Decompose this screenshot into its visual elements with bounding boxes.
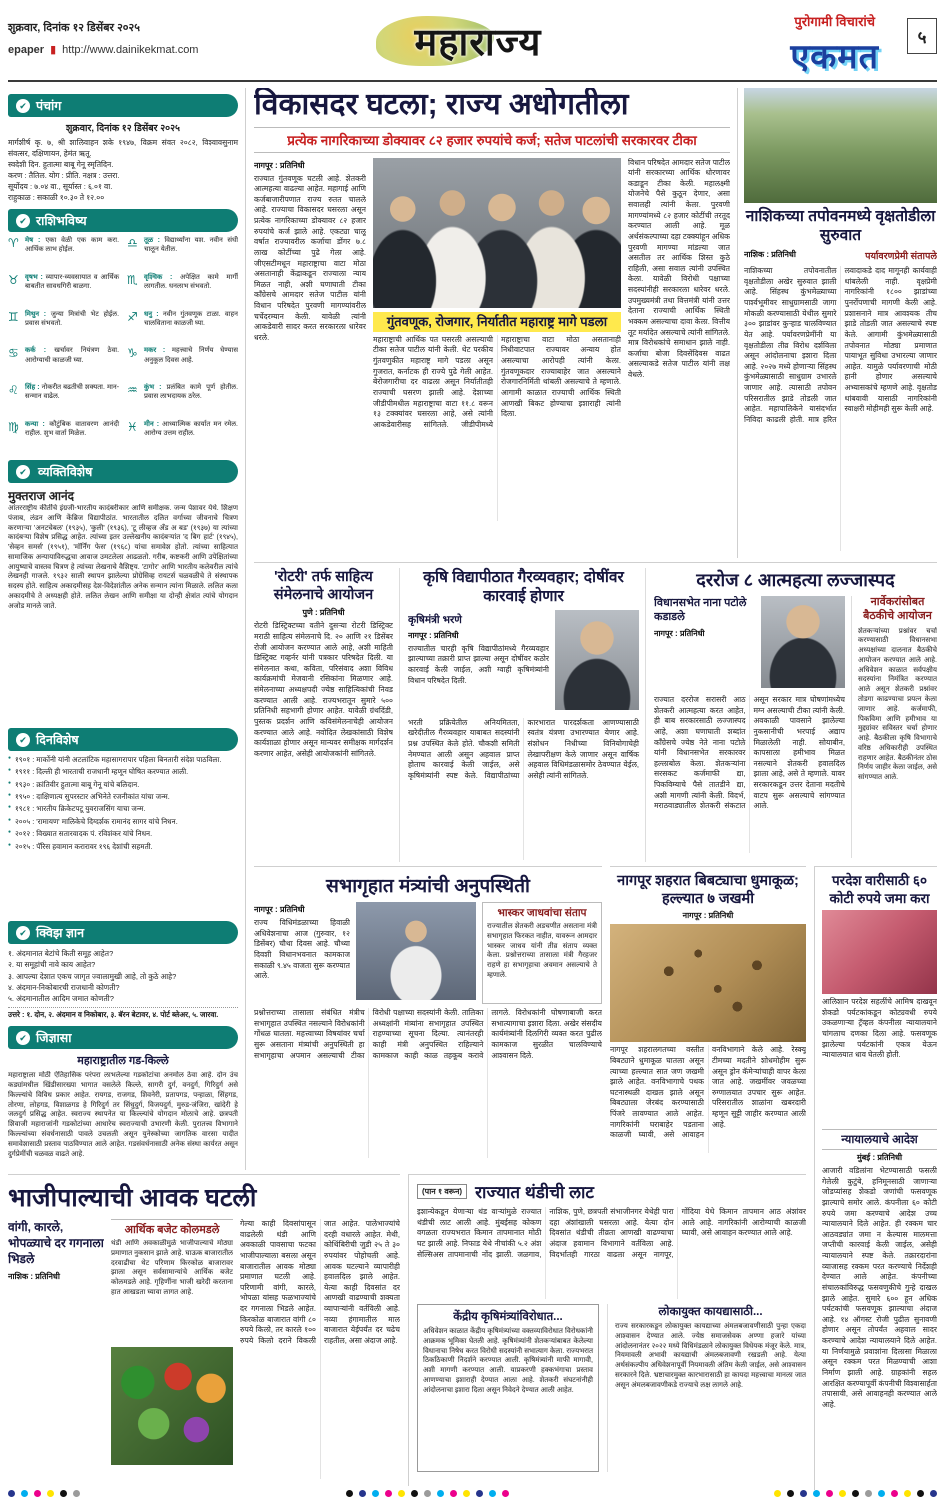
leopard-article xyxy=(610,866,806,1168)
quiz-question: १. अंदमानात बेटांचे किती समूह आहेत? xyxy=(8,949,114,958)
zodiac-icon: ♑ xyxy=(127,346,138,361)
zodiac-entry xyxy=(8,420,119,454)
print-registration-footer xyxy=(8,1489,937,1498)
suicide-article-block xyxy=(654,568,937,862)
thandi-body: इशान्येकडून येणाऱ्या थंड वाऱ्यांमुळे राज्यात थंडीची लाट आली आहे. मुंबईसह कोकण वगळता राज्यभरात किमान तापमानात मोठी घट झाली आहे. निफाड येथे नीचांकी ५.२ अंश सेल्सिअस तापमानाची नोंद झाली. जळगाव, नाशिक, पुणे, छत्रपती संभाजीनगर येथेही पारा दहा अंशांखाली घसरला आहे. येत्या दोन दिवसांत थंडीची तीव्रता आणखी वाढण्याचा अंदाज हवामान विभागाने वर्तविला आहे. विदर्भातही गारठा वाढला असून नागपूर, गोंदिया येथे किमान तापमान आठ अंशांवर आले आहे. नागरिकांनी आरोग्याची काळजी घ्यावी, असे आवाहन करण्यात आले आहे. xyxy=(417,1207,806,1259)
panchang-line: राहुकाळ : सकाळी १०.३० ते १२.०० xyxy=(8,193,105,202)
court-order-subhead: न्यायालयाचे आदेश xyxy=(822,1129,937,1150)
zodiac-prediction: विद्यार्थ्यांना यश. नवीन संधी चालून येतील. xyxy=(144,237,238,254)
bhaji-dateline: नाशिक : प्रतिनिधी xyxy=(8,1271,60,1281)
meeting-mini-article xyxy=(851,596,937,858)
zodiac-entry xyxy=(127,383,238,417)
zodiac-icon: ♎ xyxy=(127,236,138,250)
panchang-line: करण : तैतिल. योग : प्रीति. नक्षत्र : उत्तरा. xyxy=(8,171,120,180)
brand-block xyxy=(790,12,879,78)
thandi-headline: राज्यात थंडीची लाट xyxy=(475,1183,594,1202)
check-icon: ✔ xyxy=(16,733,30,747)
zodiac-icon: ♌ xyxy=(8,383,19,398)
quiz-answers: उत्तरे : १. दोन, २. अंदमान व निकोबार, ३. बॅरन बेटावर, ४. पोर्ट ब्लेअर, ५. जारवा. xyxy=(8,1007,238,1020)
assembly-speaker-photo xyxy=(356,902,476,1000)
jadhav-inset-body: राज्यातील शेतकरी अडचणीत असताना मंत्री सभागृहात फिरकत नाहीत, यावरून आमदार भास्कर जाधव यांनी तीव्र संताप व्यक्त केला. प्रश्नोत्तराच्या तासाला मंत्री गैरहजर राहणे हा सभागृहाचा अवमान असल्याचे ते म्हणाले. xyxy=(487,922,597,979)
pardesh-headline: परदेश वारीसाठी ६० कोटी रुपये जमा करा xyxy=(829,873,930,906)
page-number: ५ xyxy=(907,18,937,54)
zodiac-entry xyxy=(127,420,238,454)
zodiac-prediction: महत्त्वाचे निर्णय घेण्यास अनुकूल दिवस आहे. xyxy=(144,347,238,364)
panchang-line: मार्गशीर्ष कृ. ७, श्री शालिवाहन शके १९४७, विक्रम संवत २०८२, विश्वावसुनाम संवत्सर, दक्षिणायन, हेमंत ऋतू. xyxy=(8,138,238,158)
section-header-quiz xyxy=(8,921,238,944)
continued-from-note: (पान १ वरून) xyxy=(417,1184,467,1199)
zodiac-entry xyxy=(127,310,238,344)
jadhav-inset-box xyxy=(482,902,602,1004)
section-title: दिनविशेष xyxy=(36,733,79,747)
suicide-dateline: नागपूर : प्रतिनिधी xyxy=(654,628,705,638)
issue-date: शुक्रवार, दिनांक १२ डिसेंबर २०२५ xyxy=(8,22,140,34)
section-title: क्विझ ज्ञान xyxy=(36,926,85,940)
zodiac-entry xyxy=(127,273,238,307)
zodiac-entry xyxy=(8,236,119,270)
zodiac-icon: ♉ xyxy=(8,272,19,287)
pardesh-body-intro: आलिशान परदेश सहलींचे आमिष दाखवून शेकडो पर्यटकांकडून कोट्यवधी रुपये उकळणाऱ्या ट्रॅव्हल कंपनीला न्यायालयाने चांगलाच दणका दिला आहे. फसवणूक झालेल्या पर्यटकांनी एकत्र येऊन न्यायालयात धाव घेतली होती. xyxy=(822,997,937,1060)
zodiac-icon: ♏ xyxy=(127,272,138,287)
leopard-body: नागपूर शहरालगतच्या वस्तीत बिबट्याने धुमाकूळ घातला असून त्याच्या हल्ल्यात सात जण जखमी झाले आहेत. वनविभागाचे पथक घटनास्थळी दाखल झाले असून बिबट्याला जेरबंद करण्यासाठी पिंजरे लावण्यात आले आहेत. नागरिकांनी घराबाहेर पडताना काळजी घ्यावी, असे आवाहन वनविभागाने केले आहे. रेस्क्यू टीमच्या मदतीने शोधमोहीम सुरू असून ड्रोन कॅमेऱ्यांचाही वापर केला जात आहे. जखमींवर जवळच्या रुग्णालयात उपचार सुरू आहेत. परिसरातील शाळांना खबरदारी म्हणून सुट्टी जाहीर करण्यात आली आहे. xyxy=(610,1045,806,1140)
rotary-article xyxy=(254,568,400,862)
krishi-kicker: कृषिमंत्री भरणे xyxy=(408,613,462,626)
section-header-jidnyasa xyxy=(8,1026,238,1049)
page-header xyxy=(8,6,937,82)
brand-tagline: पुरोगामी विचारांचे xyxy=(794,14,876,29)
nashik-kicker: पर्यावरणप्रेमी संतापले xyxy=(865,250,937,262)
sabha-lead-text: राज्य विधिमंडळाच्या हिवाळी अधिवेशनाचा आज (गुरुवार, १२ डिसेंबर) चौथा दिवस आहे. चौथ्या दिवशी विधानभवनात कामकाज सकाळी ९.४५ वाजता सुरू करण्यात आले. xyxy=(254,918,350,981)
zodiac-sign-name: धनु : xyxy=(144,310,159,318)
dinvishesh-item: ● १९११ : दिल्ली ही भारताची राजधानी म्हणून घोषित करण्यात आली. xyxy=(8,767,238,777)
sabha-headline: सभागृहात मंत्र्यांची अनुपस्थिती xyxy=(326,876,530,897)
check-icon: ✔ xyxy=(16,465,30,479)
section-title: जिज्ञासा xyxy=(36,1031,72,1046)
lead-headline: विकासदर घटला; राज्य अधोगतीला xyxy=(254,88,629,121)
epaper-label[interactable]: epaper xyxy=(8,43,45,56)
check-icon: ✔ xyxy=(16,214,30,228)
quiz-questions xyxy=(8,948,238,1004)
section-header-rashibhavishya xyxy=(8,209,238,232)
jidnyasa-body: महाराष्ट्राला मोठी ऐतिहासिक परंपरा लाभलेल्या गडकोटांचा अनमोल ठेवा आहे. दोन उंच कड्यांमधील खिंडीसारख्या भागात वसलेले किल्ले, सागरी दुर्ग, वनदुर्ग, गिरिदुर्ग असे किल्ल्यांचे विविध प्रकार आहेत. रायगड, राजगड, शिवनेरी, प्रतापगड, पन्हाळा, सिंहगड, तोरणा, लोहगड, विशाळगड हे गिरिदुर्ग तर सिंधुदुर्ग, विजयदुर्ग, मुरुड-जंजिरा, खांदेरी हे जलदुर्ग प्रसिद्ध आहेत. स्वराज्य स्थापनेत या किल्ल्यांचे योगदान मोलाचे आहे. छत्रपती शिवाजी महाराजांनी गडकोटांच्या आधारेच स्वराज्याची उभारणी केली. पुरातत्त्व विभागाने किल्ल्यांच्या संवर्धनासाठी पावले उचलली असून युनेस्कोच्या जागतिक वारसा यादीत समावेशासाठी प्रस्ताव पाठविण्यात आले आहेत. गडसंवर्धनासाठी अनेक संस्था कार्यरत असून दुर्गप्रेमींची चळवळ वाढते आहे. xyxy=(8,1071,238,1158)
lead-subhead: प्रत्येक नागरिकाच्या डोक्यावर ८२ हजार रुपयांचे कर्ज; सतेज पाटलांची सरकारवर टीका xyxy=(254,127,730,153)
dinvishesh-item: ● १९५० : दाक्षिणात्य सुपरस्टार अभिनेते रजनीकांत यांचा जन्म. xyxy=(8,792,238,802)
zodiac-prediction: खर्चावर नियंत्रण ठेवा. आरोग्याची काळजी घ्या. xyxy=(25,347,119,364)
zodiac-sign-name: कर्क : xyxy=(25,347,47,355)
zodiac-prediction: आध्यात्मिक कार्यात मन रमेल. आरोग्य उत्तम राहील. xyxy=(144,421,238,438)
krishi-dateline: नागपूर : प्रतिनिधी xyxy=(408,630,459,640)
budget-inset-headline: आर्थिक बजेट कोलमडले xyxy=(111,1219,233,1237)
dinvishesh-item: ● १९८१ : भारतीय क्रिकेटपटू युवराजसिंग याचा जन्म. xyxy=(8,804,238,814)
foreign-trip-article xyxy=(814,866,937,1490)
quiz-question: ४. अंदमान-निकोबारची राजधानी कोणती? xyxy=(8,982,120,992)
dinvishesh-item: ● २०१५ : पॅरिस हवामान करारावर १९६ देशांची सहमती. xyxy=(8,842,238,852)
zodiac-sign-name: कन्या : xyxy=(25,421,45,429)
masthead xyxy=(348,14,608,72)
rotary-headline: 'रोटरी' तर्फ साहित्य संमेलनाचे आयोजन xyxy=(273,569,374,604)
rotary-body: रोटरी डिस्ट्रिक्टच्या वतीने दुसऱ्या रोटरी डिस्ट्रिक्ट मराठी साहित्य संमेलनाचे दि. २० आणि २१ डिसेंबर रोजी आयोजन करण्यात आले आहे, अशी माहिती डिस्ट्रिक्ट गव्हर्नर यांनी पत्रकार परिषदेत दिली. या संमेलनात कथा, कविता, परिसंवाद अशा विविध कार्यक्रमांची मेजवानी रसिकांना मिळणार आहे. संमेलनाच्या अध्यक्षपदी ज्येष्ठ साहित्यिकांची निवड करण्यात आली आहे. राज्यभरातून सुमारे ५०० प्रतिनिधी सहभागी होणार आहेत. यावेळी ग्रंथदिंडी, पुस्तक प्रदर्शन आणि कविसंमेलनाचेही आयोजन करण्यात आले आहे. नवोदित लेखकांसाठी विशेष कार्यशाळा होणार असून मान्यवर समीक्षक मार्गदर्शन करणार आहेत, असेही आयोजकांनी सांगितले. xyxy=(254,621,393,758)
quiz-question: २. या समूहांची नावे काय आहेत? xyxy=(8,960,96,970)
zodiac-icon: ♍ xyxy=(8,420,19,435)
zodiac-prediction: कौटुंबिक वातावरण आनंदी राहील. शुभ वार्ता मिळेल. xyxy=(25,421,119,438)
mini-body: शेतकऱ्यांच्या प्रश्नांवर चर्चा करण्यासाठी विधानसभा अध्यक्षांच्या दालनात बैठकीचे आयोजन करण्यात आले आहे. अधिवेशन काळात सर्वपक्षीय सदस्यांना निमंत्रित करण्यात आले असून शेतकरी प्रश्नांवर तोडगा काढण्याचा प्रयत्न केला जाणार आहे. कर्जमाफी, पिकविमा आणि हमीभाव या मुद्द्यांवर सविस्तर चर्चा होणार आहे. बैठकीला कृषि विभागाचे वरिष्ठ अधिकारीही उपस्थित राहणार आहेत. बैठकीनंतर ठोस निर्णय जाहीर केला जाईल, असे सांगण्यात आले. xyxy=(858,626,937,782)
panchang-line: सूर्योदय : ७.०४ वा., सूर्यास्त : ६.०१ वा. xyxy=(8,182,113,191)
suicide-body: राज्यात दररोज सरासरी आठ शेतकरी आत्महत्या करत आहेत, ही बाब सरकारसाठी लज्जास्पद आहे, अशा घणाघाती शब्दांत काँग्रेसचे ज्येष्ठ नेते नाना पटोले यांनी विधानसभेत सरकारवर हल्लाबोल केला. शेतकऱ्यांना सरसकट कर्जमाफी द्या, पिकविम्याचे पैसे तातडीने द्या, अशी मागणी त्यांनी केली. विदर्भ, मराठवाड्यातील शेतकरी संकटात असून सरकार मात्र घोषणांमध्येच मग्न असल्याची टीका त्यांनी केली. अवकाळी पावसाने झालेल्या नुकसानीची भरपाई अद्याप मिळालेली नाही. सोयाबीन, कापसाला हमीभाव मिळत नसल्याने शेतकरी हवालदिल झाला आहे, असे ते म्हणाले. यावर सरकारकडून उत्तर देताना मदतीचे वाटप सुरू असल्याचे सांगण्यात आले. xyxy=(654,695,845,811)
lead-inset-headline: गुंतवणूक, रोजगार, निर्यातीत महाराष्ट्र मागे पडला xyxy=(373,312,621,332)
rotary-dateline: पुणे : प्रतिनिधी xyxy=(302,608,345,618)
vegetables-photo xyxy=(111,1347,233,1465)
zodiac-icon: ♐ xyxy=(127,309,138,324)
quiz-question: ३. आपल्या देशात एकच जागृत ज्वालामुखी आहे, तो कुठे आहे? xyxy=(8,971,177,981)
zodiac-sign-name: मकर : xyxy=(144,347,166,355)
masthead-title: महाराज्य xyxy=(414,22,542,64)
lead-article xyxy=(254,88,738,558)
header-left xyxy=(8,20,238,56)
zodiac-icon: ♒ xyxy=(127,383,138,398)
nashik-body: नाशिकच्या तपोवनातील वृक्षतोडीला अखेर सुरुवात झाली आहे. सिंहस्थ कुंभमेळ्याच्या पार्श्वभूमीवर साधुग्रामसाठी जागा मोकळी करण्यासाठी येथील सुमारे ३०० झाडांवर कुऱ्हाड चालविण्यात येत आहे. पर्यावरणप्रेमींनी या वृक्षतोडीला तीव्र विरोध दर्शविला असून आंदोलनाचा इशारा दिला आहे. २०२७ मध्ये होणाऱ्या सिंहस्थ कुंभमेळ्यासाठी साधुग्राम उभारले जाणार आहे. त्यासाठी तपोवन परिसरातील झाडे तोडली जात आहेत. महापालिकेने यासंदर्भात निविदा काढली होती. मात्र हरित लवादाकडे दाद मागूनही कार्यवाही थांबलेली नाही. वृक्षप्रेमी नागरिकांनी १८०० झाडांच्या पुनर्रोपणाची मागणी केली आहे. प्रशासनाने मात्र आवश्यक तीच झाडे तोडली जात असल्याचे स्पष्ट केले. आगामी कुंभमेळ्यासाठी तपोवनात मोठ्या प्रमाणात पायाभूत सुविधा उभारल्या जाणार आहेत. यामुळे पर्यावरणाची मोठी हानी होणार असल्याचे अभ्यासकांचे म्हणणे आहे. वृक्षतोड थांबवावी यासाठी नागरिकांनी स्वाक्षरी मोहीमही सुरू केली आहे. xyxy=(744,266,937,424)
tapovan-trees-photo xyxy=(744,88,937,203)
lokayukta-body: राज्य सरकारकडून लोकायुक्त कायद्याच्या अंमलबजावणीसाठी पुन्हा एकदा आश्वासन देण्यात आले. ज्येष्ठ समाजसेवक अण्णा हजारे यांच्या आंदोलनानंतर २०२२ मध्ये विधिमंडळाने लोकायुक्त विधेयक मंजूर केले. मात्र, नियमावली अभावी कायद्याची अंमलबजावणी रखडली आहे. येत्या अर्थसंकल्पीय अधिवेशनापूर्वी नियमावली अंतिम केली जाईल, असे आश्वासन सरकारने दिले. भ्रष्टाचारमुक्त कारभारासाठी हा कायदा महत्त्वाचा मानला जात असून अंमलबजावणीकडे राज्याचे लक्ष लागले आहे. xyxy=(615,1322,806,1389)
lokayukta-box xyxy=(607,1304,806,1472)
nashik-headline: नाशिकच्या तपोवनमध्ये वृक्षतोडीला सुरुवात xyxy=(745,208,936,244)
person-bio: आंतरराष्ट्रीय कीर्तीचे इंग्रजी-भारतीय कादंबरीकार आणि समीक्षक. जन्म पेशावर येथे. शिक्षण पंजाब, लंडन आणि केंब्रिज विद्यापीठांत. भारतातील दलित वर्गाच्या जीवनाचे चित्रण करणाऱ्या 'अनटचेबल' (१९३५), 'कुली' (१९३६), 'टू लीव्हज अँड अ बड' (१९३७) या त्यांच्या कादंबऱ्या विशेष प्रसिद्ध आहेत. त्यांच्या इतर उल्लेखनीय कादंबऱ्यांत 'द बिग हार्ट' (१९४५), 'सेव्हन समर्स' (१९५१), 'मॉर्निंग फेस' (१९६८) यांचा समावेश होतो. त्यांच्या साहित्यात सामाजिक अन्यायाविरुद्धचा आवाज उमटलेला आढळतो. गरीब, कष्टकरी आणि उपेक्षितांच्या आयुष्याचे वास्तव चित्रण हे त्यांच्या लेखनाचे वैशिष्ट्य. 'टागोर' आणि भारतीय कलेवरील त्यांचे लेखनही गाजले. १९३२ साली स्थापन झालेल्या प्रोग्रेसिव्ह रायटर्स चळवळीचे ते संस्थापक सदस्य होते. साहित्य अकादमीसह देश-विदेशांतील अनेक सन्मान त्यांना मिळाले. ललित कला अकादमीचे ते अध्यक्षही होते. ललित लेखन आणि समीक्षा या दोन्ही क्षेत्रांत त्यांचे योगदान अजोड मानले जाते. xyxy=(8,504,238,610)
lead-body-col1: राज्यात गुंतवणूक घटली आहे. शेतकरी आत्महत्या वाढल्या आहेत. महागाई आणि कर्जबाजारीपणात राज्य रुतत चालले आहे. राज्याचा विकासदर घसरला असून प्रत्येक नागरिकाच्या डोक्यावर ८२ हजार रुपयांचे कर्ज झाले आहे. एकट्या चालू वर्षात राज्यावरील कर्जाचा डोंगर ७.८ लाख कोटींच्या पुढे गेला आहे. जीएसटीमधून महाराष्ट्राचा वाटा मोठा असतानाही केंद्राकडून राज्याला न्याय मिळत नाही, अशी घणाघाती टीका काँग्रेसचे आमदार सतेज पाटील यांनी विधान परिषदेत पुरवणी मागण्यांवरील चर्चेदरम्यान केली. यावेळी त्यांनी आकडेवारी सादर करत सरकारला धारेवर धरले. xyxy=(254,173,366,342)
leopard-photo xyxy=(610,924,806,1042)
leopard-headline: नागपूर शहरात बिबट्याचा धुमाकूळ; हल्ल्यात ७ जखमी xyxy=(617,873,799,908)
jadhav-inset-headline: भास्कर जाधवांचा संताप xyxy=(497,907,587,919)
lead-body-col4: विधान परिषदेत आमदार सतेज पाटील यांनी सरकारच्या आर्थिक धोरणावर कडाडून टीका केली. महालक्ष्मी योजनेचे पैसे कुठून देणार, असा सवालही त्यांनी केला. पुरवणी मागण्यांमध्ये ८२ हजार कोटींची तरतूद करण्यात आली आहे. मूळ अर्थसंकल्पाच्या दहा टक्क्यांहून अधिक पुरवणी मागण्या मांडल्या जात असतील तर आर्थिक शिस्त कुठे राहिली, असा सवाल त्यांनी उपस्थित केला. यावेळी विरोधी पक्षाच्या सदस्यांनीही सरकारला धारेवर धरले. उपमुख्यमंत्री तथा वित्तमंत्री यांनी उत्तर देताना राज्याची आर्थिक स्थिती भक्कम असल्याचा दावा केला. वित्तीय तूट मर्यादेत असल्याचे त्यांनी सांगितले. मात्र विरोधकांचे समाधान झाले नाही. कर्जाचा बोजा दिवसेंदिवस वाढत असल्याकडे सतेज पाटील यांनी लक्ष वेधले. xyxy=(628,157,730,380)
vegetables-article xyxy=(8,1174,400,1486)
lead-politicians-photo xyxy=(373,158,621,308)
zodiac-sign-name: वृषभ : xyxy=(25,273,43,281)
section-header-dinvishesh xyxy=(8,728,238,751)
nana-patole-portrait-photo xyxy=(761,596,845,688)
pardesh-dateline: मुंबई : प्रतिनिधी xyxy=(856,1153,903,1163)
zodiac-prediction: प्रलंबित कामे पूर्ण होतील. प्रवास लाभदायक ठरेल. xyxy=(144,384,238,401)
nashik-dateline: नाशिक : प्रतिनिधी xyxy=(744,250,796,260)
site-url[interactable]: http://www.dainikekmat.com xyxy=(62,43,199,56)
zodiac-prediction: एका वेळी एक काम करा. आर्थिक लाभ होईल. xyxy=(25,237,120,254)
zodiac-prediction: अपेक्षित कामे मार्गी लागतील. धनलाभ संभवतो. xyxy=(144,273,238,290)
lokayukta-headline: लोकायुक्त कायद्यासाठी... xyxy=(658,1306,763,1318)
jidnyasa-topic: महाराष्ट्रातील गड-किल्ले xyxy=(77,1055,169,1068)
assembly-article xyxy=(254,866,602,1168)
agri-minister-body: अधिवेशन काळात केंद्रीय कृषिमंत्र्यांच्या वक्तव्याविरोधात विरोधकांनी आक्रमक भूमिका घेतली आहे. कृषिमंत्र्यांनी शेतकऱ्यांबाबत केलेल्या विधानाचा निषेध करत विरोधी सदस्यांनी सभात्याग केला. राज्यभरात ठिकठिकाणी निदर्शने करण्यात आली. कृषिमंत्र्यांनी माफी मागावी, अशी मागणी करण्यात आली. याप्रकरणी हक्कभंगाचा प्रस्ताव आणण्याचा इशाराही देण्यात आला आहे. शेतकरी संघटनांनीही आंदोलनाचा इशारा दिला असून निवेदने देण्यात आली आहेत. xyxy=(423,1327,593,1394)
zodiac-sign-name: वृश्चिक : xyxy=(144,273,173,281)
zodiac-icon: ♈ xyxy=(8,236,19,250)
lead-inset-body: महाराष्ट्राची आर्थिक पत घसरली असल्याची टीका सतेज पाटील यांनी केली. थेट परकीय गुंतवणुकीत महाराष्ट्र मागे पडला असून गुजरात, कर्नाटक ही राज्ये पुढे गेली आहेत. बेरोजगारीचा दर वाढला असून निर्यातीतही राज्याची घसरण झाली आहे. देशाच्या जीडीपीमधील महाराष्ट्राचा वाटा ११.८ वरून १३ टक्क्यांवर घसरला आहे, असे त्यांनी आकडेवारीसह सांगितले. जीडीपीमध्ये महाराष्ट्राचा वाटा मोठा असतानाही निधीवाटपात राज्यावर अन्याय होत असल्याचा आरोपही त्यांनी केला. गुंतवणूकदार राज्याबाहेर जात असल्याने रोजगारनिर्मिती थांबली असल्याचे ते म्हणाले. आगामी काळात राज्याची आर्थिक स्थिती आणखी बिकट होण्याचा इशाराही त्यांनी दिला. xyxy=(373,334,621,429)
krishi-article xyxy=(408,568,646,862)
budget-inset-body: थंडी आणि अवकाळीमुळे भाजीपाल्याचे मोठ्या प्रमाणात नुकसान झाले आहे. घाऊक बाजारातील दरवाढीचा थेट परिणाम किरकोळ बाजारावर झाला असून सर्वसामान्यांचे आर्थिक बजेट कोलमडले आहे. गृहिणींना भाजी खरेदी करताना हात आखडता घ्यावा लागत आहे. xyxy=(111,1239,233,1296)
dinvishesh-item: ● १९३० : क्रांतिवीर हुतात्मा बाबू गेनू यांचे बलिदान. xyxy=(8,780,238,790)
agri-minister-headline: केंद्रीय कृषिमंत्र्यांविरोधात... xyxy=(453,1311,563,1323)
sabha-dateline: नागपूर : प्रतिनिधी xyxy=(254,905,305,914)
krishi-body: भरती प्रक्रियेतील अनियमितता, खरेदीतील गैरव्यवहार याबाबत सदस्यांनी प्रश्न उपस्थित केले होते. चौकशी समिती नेमण्यात आली असून अहवाल प्राप्त होताच कारवाई केली जाईल, असे कृषिमंत्र्यांनी स्पष्ट केले. विद्यापीठांच्या कारभारात पारदर्शकता आणण्यासाठी स्वतंत्र यंत्रणा उभारण्यात येणार आहे. संशोधन निधीच्या विनियोगाचेही लेखापरीक्षण केले जाणार असून वार्षिक अहवाल विधिमंडळासमोर ठेवण्यात येईल, असेही त्यांनी सांगितले. xyxy=(408,717,639,780)
section-title: राशिभविष्य xyxy=(36,214,87,228)
brand-logo: एकमत xyxy=(790,38,879,76)
check-icon: ✔ xyxy=(16,1031,30,1045)
section-title: व्यक्तिविशेष xyxy=(38,465,93,479)
zodiac-icon: ♓ xyxy=(127,420,138,435)
dinvishesh-item: ● १९०१ : मार्कोनी यांनी अटलांटिक महासागरापार पहिला बिनतारी संदेश पाठविला. xyxy=(8,755,238,765)
bhaji-body: गेल्या काही दिवसांपासून वाढलेली थंडी आणि अवकाळी पावसाचा फटका भाजीपाल्याला बसला असून बाजारातील आवक मोठ्या प्रमाणात घटली आहे. परिणामी वांगी, कारले, भोपळा यांसह फळभाज्यांचे दर गगनाला भिडले आहेत. किरकोळ बाजारात वांगी ८० रुपये किलो, तर कारले १०० रुपये किलो दराने विकली जात आहेत. पालेभाज्यांचे दरही वधारले आहेत. मेथी, कोथिंबिरीची जुडी २५ ते ३० रुपयांवर पोहोचली आहे. आवक घटल्याने व्यापारीही हवालदिल झाले आहेत. येत्या काही दिवसांत दर आणखी वाढण्याची शक्यता व्यापाऱ्यांनी वर्तविली आहे. नव्या हंगामातील माल बाजारात येईपर्यंत दर चढेच राहतील, असा अंदाज आहे. xyxy=(240,1219,400,1345)
person-name: मुक्तराज आनंद xyxy=(8,489,74,503)
zodiac-sign-name: सिंह : xyxy=(25,384,40,392)
minister-portrait-photo xyxy=(555,610,639,710)
dinvishesh-item: ● २००५ : 'रामायण' मालिकेचे दिग्दर्शक रामानंद सागर यांचे निधन. xyxy=(8,817,238,827)
zodiac-entry xyxy=(8,346,119,380)
zodiac-sign-name: मीन : xyxy=(144,421,160,429)
agri-minister-box xyxy=(417,1304,599,1472)
zodiac-sign-name: तूळ : xyxy=(144,237,160,244)
zodiac-sign-name: कुंभ : xyxy=(144,384,162,392)
suicide-kicker: विधानसभेत नाना पटोले कडाडले xyxy=(654,597,747,624)
section-header-panchang xyxy=(8,94,238,117)
check-icon: ✔ xyxy=(16,926,30,940)
divider: ▮ xyxy=(50,44,57,56)
zodiac-entry xyxy=(8,310,119,344)
mini-headline: नार्वेकरांसोबत बैठकीचे आयोजन xyxy=(863,596,932,622)
dinvishesh-list xyxy=(8,755,238,915)
panchang-line: स्वदेशी दिन. हुतात्मा बाबू गेनू स्मृतिदिन. xyxy=(8,160,114,169)
zodiac-entry xyxy=(8,273,119,307)
zodiac-prediction: व्यापार-व्यवसायात व आर्थिक बाबतीत सावधगिरी बाळगा. xyxy=(25,273,120,290)
zodiac-entry xyxy=(127,236,238,270)
lead-dateline: नागपूर : प्रतिनिधी xyxy=(254,160,305,170)
krishi-body-intro: राज्यातील चारही कृषि विद्यापीठांमध्ये गैरव्यवहार झाल्याच्या तक्रारी प्राप्त झाल्या असून दोषींवर कठोर कारवाई केली जाईल, अशी ग्वाही कृषिमंत्र्यांनी विधान परिषदेत दिली. xyxy=(408,643,549,685)
panchang-lines xyxy=(8,137,238,203)
dinvishesh-item: ● २०१२ : विख्यात सतारवादक पं. रविशंकर यांचे निधन. xyxy=(8,829,238,839)
sabha-body: प्रश्नोत्तराच्या तासाला संबंधित मंत्रीच सभागृहात उपस्थित नसल्याने विरोधकांनी गोंधळ घातला. महत्त्वाच्या विषयांवर चर्चा सुरू असताना मंत्र्यांची अनुपस्थिती हा सभागृहाचा अपमान असल्याची टीका विरोधी पक्षाच्या सदस्यांनी केली. तालिका अध्यक्षांनी मंत्र्यांना सभागृहात उपस्थित राहण्याच्या सूचना दिल्या. त्यानंतरही काही मंत्री अनुपस्थित राहिल्याने कामकाज काही काळ तहकूब करावे लागले. विरोधकांनी घोषणाबाजी करत सभात्यागाचा इशारा दिला. अखेर संसदीय कार्यमंत्र्यांनी दिलगिरी व्यक्त करत पुढील कामकाज सुरळीत चालविण्याचे आश्वासन दिले. xyxy=(254,1008,602,1060)
nashik-article xyxy=(744,88,937,558)
leopard-dateline: नागपूर : प्रतिनिधी xyxy=(682,911,734,921)
zodiac-icon: ♊ xyxy=(8,309,19,324)
articles-row-2 xyxy=(254,562,937,862)
zodiac-entry xyxy=(127,346,238,380)
cold-wave-article xyxy=(408,1174,806,1486)
zodiac-grid xyxy=(8,236,238,454)
zodiac-entry xyxy=(8,383,119,417)
suicide-headline: दररोज ८ आत्महत्या लज्जास्पद xyxy=(696,570,895,590)
left-sidebar xyxy=(8,88,246,1170)
bhaji-kicker: वांगी, कारले, भोपळ्याचे दर गगनाला भिडले xyxy=(8,1220,104,1267)
quiz-question: ५. अंदमानातील आदिम जमात कोणती? xyxy=(8,994,114,1003)
panchang-date: शुक्रवार, दिनांक १२ डिसेंबर २०२५ xyxy=(66,123,180,134)
registration-marks-right xyxy=(774,1490,937,1497)
zodiac-prediction: नोकरीत बढतीची शक्यता. मान-सन्मान वाढेल. xyxy=(25,384,119,401)
zodiac-prediction: नवीन गुंतवणूक टाळा. वाहन चालविताना काळजी घ्या. xyxy=(144,310,238,327)
check-icon: ✔ xyxy=(16,99,30,113)
zodiac-prediction: जुन्या मित्रांची भेट होईल. प्रवास संभवतो. xyxy=(25,310,120,327)
zodiac-icon: ♋ xyxy=(8,346,19,361)
pardesh-body: आजारी वडिलांना भेटण्यासाठी फसली गेलेली कुटुंबे, हनिमूनसाठी जाणाऱ्या जोडप्यांसह शेकडो जणांची फसवणूक झाल्याचे समोर आले. कंपनीला ६० कोटी रुपये जमा करण्याचे आदेश उच्च न्यायालयाने दिले आहेत. ही रक्कम चार आठवड्यांत जमा न केल्यास मालमत्ता जप्तीची कारवाई केली जाईल, असेही न्यायालयाने स्पष्ट केले. तक्रारदारांना व्याजासह रक्कम परत करण्याचे निर्देशही देण्यात आले आहेत. कंपनीच्या संचालकांविरुद्ध फसवणुकीचे गुन्हे दाखल झाले आहेत. सुमारे ६०० हून अधिक पर्यटकांची फसवणूक झाल्याचा अंदाज आहे. १४ ऑगस्ट रोजी पुढील सुनावणी होणार असून तोपर्यंत अहवाल सादर करण्याचे आदेश न्यायालयाने दिले आहेत. या निर्णयामुळे प्रवाशांना दिलासा मिळाला असून रक्कम परत मिळण्याची आशा निर्माण झाली आहे. ग्राहकांनी सहल आरक्षित करण्यापूर्वी कंपनीची विश्वासार्हता तपासावी, असे आवाहनही करण्यात आले आहे. xyxy=(822,1166,937,1409)
zodiac-sign-name: मेष : xyxy=(25,237,41,244)
zodiac-sign-name: मिथुन : xyxy=(25,310,47,318)
registration-marks-left xyxy=(8,1490,80,1497)
section-header-vyaktivishesh xyxy=(8,460,238,483)
registration-marks-center xyxy=(346,1490,509,1497)
travellers-photo xyxy=(822,910,937,994)
section-title: पंचांग xyxy=(36,99,62,113)
krishi-headline: कृषि विद्यापीठात गैरव्यवहार; दोषींवर कारवाई होणार xyxy=(423,569,624,606)
bhaji-headline: भाजीपाल्याची आवक घटली xyxy=(8,1184,257,1212)
